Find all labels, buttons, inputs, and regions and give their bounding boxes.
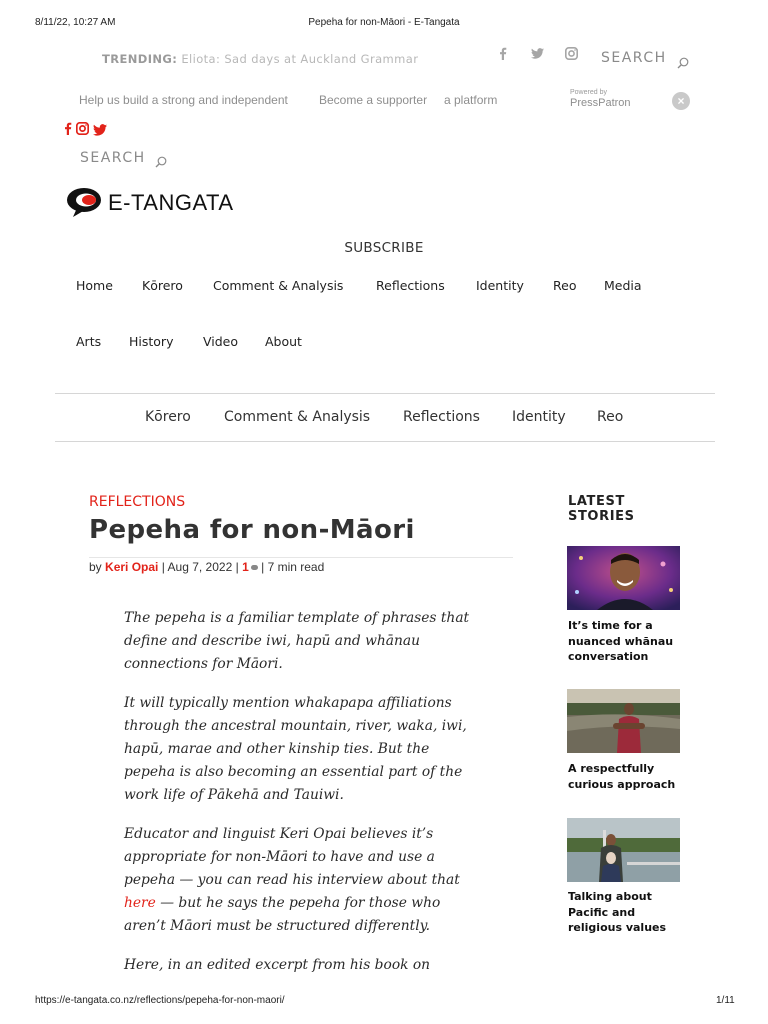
support-message-tail: a platform bbox=[444, 93, 498, 107]
meta-separator: | bbox=[261, 560, 265, 574]
article-category[interactable]: REFLECTIONS bbox=[89, 494, 186, 510]
subnav-bottom-divider bbox=[55, 441, 715, 442]
nav-korero[interactable]: Kōrero bbox=[142, 278, 183, 293]
close-icon[interactable]: × bbox=[672, 92, 690, 110]
top-search-input[interactable]: SEARCH bbox=[601, 50, 667, 66]
story-thumbnail[interactable] bbox=[567, 546, 680, 610]
comment-bubble-icon bbox=[251, 565, 258, 570]
nav-arts[interactable]: Arts bbox=[76, 334, 102, 349]
article-meta bbox=[89, 560, 324, 574]
article-title: Pepeha for non-Māori bbox=[89, 515, 415, 545]
subnav-reflections[interactable]: Reflections bbox=[403, 409, 480, 425]
become-supporter-link[interactable]: Become a supporter bbox=[319, 93, 428, 107]
presspatron-logo: PressPatron bbox=[570, 97, 631, 109]
paragraph-text: — but he says the pepeha for those who aren’t Māori must be structured differently. bbox=[124, 895, 441, 934]
article-paragraph bbox=[124, 823, 484, 938]
nav-identity[interactable]: Identity bbox=[476, 278, 524, 293]
subnav-korero[interactable]: Kōrero bbox=[145, 409, 191, 425]
trending-label: TRENDING: bbox=[102, 52, 178, 66]
nav-reo[interactable]: Reo bbox=[553, 278, 577, 293]
paragraph-text: Educator and linguist Keri Opai believes it’s appropriate for non-Māori to have and use a pepeha — you can read his interview about that bbox=[124, 826, 460, 888]
powered-by-label: Powered by bbox=[570, 89, 607, 96]
facebook-icon[interactable] bbox=[64, 122, 72, 140]
subscribe-link[interactable]: SUBSCRIBE bbox=[344, 240, 424, 256]
story-thumbnail[interactable] bbox=[567, 689, 680, 753]
print-page-number: 1/11 bbox=[716, 995, 735, 1006]
print-url: https://e-tangata.co.nz/reflections/pepeha-for-non-maori/ bbox=[35, 995, 285, 1006]
logo-icon[interactable] bbox=[65, 186, 107, 218]
read-time: 7 min read bbox=[267, 560, 325, 574]
search-icon[interactable] bbox=[677, 56, 689, 74]
nav-reflections[interactable]: Reflections bbox=[376, 278, 445, 293]
header-search-input[interactable]: SEARCH bbox=[80, 150, 146, 166]
search-icon[interactable] bbox=[155, 155, 167, 173]
trending-bar bbox=[102, 52, 418, 66]
trending-link[interactable]: Eliota: Sad days at Auckland Grammar bbox=[181, 52, 419, 66]
twitter-icon[interactable] bbox=[531, 48, 544, 62]
facebook-icon[interactable] bbox=[499, 47, 507, 63]
nav-video[interactable]: Video bbox=[203, 334, 239, 349]
story-link[interactable]: Talking about Pacific and religious values bbox=[568, 890, 667, 934]
author-link[interactable]: Keri Opai bbox=[105, 560, 159, 574]
nav-comment-analysis[interactable]: Comment & Analysis bbox=[213, 278, 344, 293]
comment-count-link[interactable]: 1 bbox=[242, 560, 249, 574]
title-divider bbox=[89, 557, 513, 558]
article-paragraph: Here, in an edited excerpt from his book on bbox=[124, 957, 431, 973]
print-datetime: 8/11/22, 10:27 AM bbox=[35, 17, 116, 28]
story-link[interactable]: A respectfully curious approach bbox=[568, 762, 676, 791]
meta-by: by bbox=[89, 560, 102, 574]
subnav-top-divider bbox=[55, 393, 715, 394]
nav-home[interactable]: Home bbox=[76, 278, 113, 293]
instagram-icon[interactable] bbox=[76, 122, 89, 140]
subnav-identity[interactable]: Identity bbox=[512, 409, 566, 425]
publish-date: Aug 7, 2022 bbox=[167, 560, 233, 574]
article-paragraph: It will typically mention whakapapa affiliations through the ancestral mountain, river, waka, iwi, hapū, marae and other kinship ties. But the pepeha is also becoming an essential part of the work life of Pākehā and Tauiwi. bbox=[124, 695, 467, 803]
meta-separator: | bbox=[161, 560, 165, 574]
site-logo-text[interactable]: E-TANGATA bbox=[108, 190, 234, 215]
story-link[interactable]: It’s time for a nuanced whānau conversation bbox=[568, 619, 674, 663]
nav-history[interactable]: History bbox=[129, 334, 174, 349]
nav-about[interactable]: About bbox=[265, 334, 302, 349]
article-paragraph: The pepeha is a familiar template of phrases that define and describe iwi, hapū and whānau connections for Māori. bbox=[124, 610, 470, 672]
print-doc-title: Pepeha for non-Māori - E-Tangata bbox=[308, 17, 460, 28]
instagram-icon[interactable] bbox=[565, 47, 578, 65]
latest-stories-heading: LATEST STORIES bbox=[568, 494, 635, 524]
story-thumbnail[interactable] bbox=[567, 818, 680, 882]
twitter-icon[interactable] bbox=[93, 123, 107, 141]
nav-media[interactable]: Media bbox=[604, 278, 642, 293]
support-message: Help us build a strong and independent bbox=[79, 93, 288, 107]
subnav-reo[interactable]: Reo bbox=[597, 409, 624, 425]
subnav-comment-analysis[interactable]: Comment & Analysis bbox=[224, 409, 371, 425]
meta-separator: | bbox=[235, 560, 239, 574]
interview-link[interactable]: here bbox=[124, 895, 156, 911]
